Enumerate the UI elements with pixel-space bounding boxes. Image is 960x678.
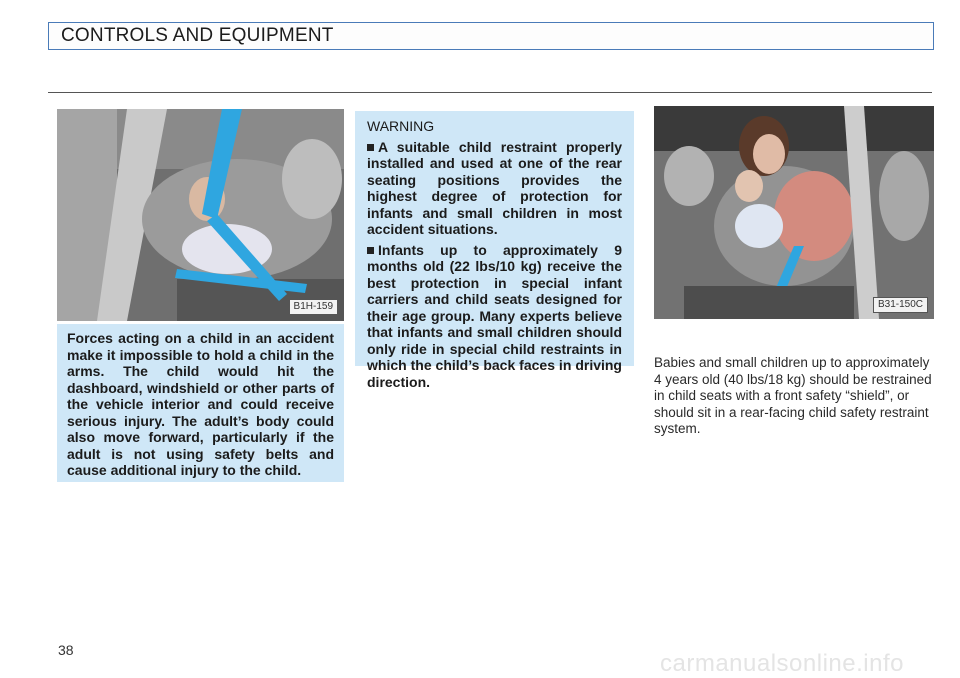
- figure-code: B1H-159: [289, 299, 338, 315]
- body-paragraph: Babies and small children up to approximately 4 years old (40 lbs/18 kg) should be restrained in child seats with a front safety “shield”, or should sit in a rear-facing child safety restraint system.: [654, 355, 932, 436]
- figure-code: B31-150C: [873, 297, 928, 313]
- child-seat-photo-right: [654, 106, 934, 319]
- page-number: 38: [58, 642, 74, 658]
- bullet-icon: [367, 247, 374, 254]
- bullet-icon: [367, 144, 374, 151]
- watermark: carmanualsonline.info: [660, 650, 904, 677]
- page-title: CONTROLS AND EQUIPMENT: [61, 25, 334, 46]
- caution-text: Forces acting on a child in an accident make it impossible to hold a child in the arms. The child would hit the dashboard, windshield or other parts of the vehicle interior and could receive serious injury. The adult’s body could also move forward, particularly if the adult is not using safety belts and cause additional injury to the child.: [67, 330, 334, 478]
- warning-heading: WARNING: [367, 118, 435, 134]
- caution-note: [57, 324, 344, 482]
- section-header: [48, 22, 934, 50]
- divider: [48, 92, 932, 93]
- child-seat-photo-left: [57, 109, 344, 321]
- warning-item: Infants up to approximately 9 months old (22 lbs/10 kg) receive the best protection in special infant carriers and child seats designed for their age group. Many experts believe that infants and small children should only ride in special child restraints in which the child’s back faces in driving direction.: [367, 241, 622, 390]
- warning-box: [355, 111, 634, 390]
- warning-item: A suitable child restraint properly installed and used at one of the rear seating positions provides the highest degree of protection for infants and small children in most accident situations.: [367, 138, 622, 237]
